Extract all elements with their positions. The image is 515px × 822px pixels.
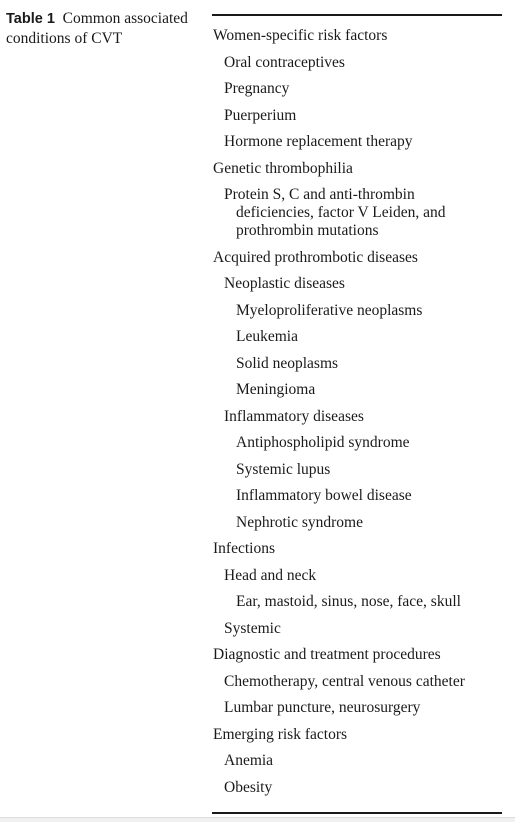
table-row-level-2: Myeloproliferative neoplasms [236,301,423,319]
table-row-level-0: Genetic thrombophilia [213,159,353,177]
table-row-level-1: Inflammatory diseases [224,407,364,425]
table-row-level-1: Oral contraceptives [224,53,345,71]
table-row-level-2: Nephrotic syndrome [236,513,363,531]
table-row-level-2: Solid neoplasms [236,354,339,372]
table-row-level-1: Neoplastic diseases [224,275,345,292]
table-row-level-2: Ear, mastoid, sinus, nose, face, skull [236,593,461,610]
table-row-level-1: Chemotherapy, central venous catheter [224,672,465,690]
table-row-level-1: Systemic [224,619,281,637]
table-bottom-rule [212,812,502,814]
table-caption-text: Common associated conditions of CVT [6,10,188,47]
table-rows [212,27,502,805]
table-row-level-0: Women-specific risk factors [213,27,388,44]
table-number: Table 1 [6,11,55,27]
table-row-level-0: Acquired prothrombotic diseases [213,248,418,266]
table-row-level-1: Obesity [224,778,273,796]
table-row-level-0: Infections [213,540,275,557]
table-row-level-1: Protein S, C and anti-thrombin deficiencies, factor V Leiden, and prothrombin mutations [224,186,446,239]
table-row-level-1: Head and neck [224,566,317,584]
table-row-level-0: Diagnostic and treatment procedures [213,646,441,663]
table-row-level-1: Anemia [224,752,274,769]
table-row-level-0: Emerging risk factors [213,725,348,743]
table-row-level-1: Puerperium [224,106,297,124]
table-row-level-1: Hormone replacement therapy [224,133,413,150]
table-row-level-1: Pregnancy [224,80,290,97]
table-caption [6,9,191,48]
page-bottom-edge [0,817,515,822]
table-row-level-2: Antiphospholipid syndrome [236,434,410,451]
table-row-level-2: Inflammatory bowel disease [236,487,412,504]
table-row-level-2: Leukemia [236,328,298,345]
table-row-level-2: Meningioma [236,381,316,398]
table-row-level-2: Systemic lupus [236,460,331,478]
table-row-level-1: Lumbar puncture, neurosurgery [224,699,421,716]
table-top-rule [212,14,502,16]
